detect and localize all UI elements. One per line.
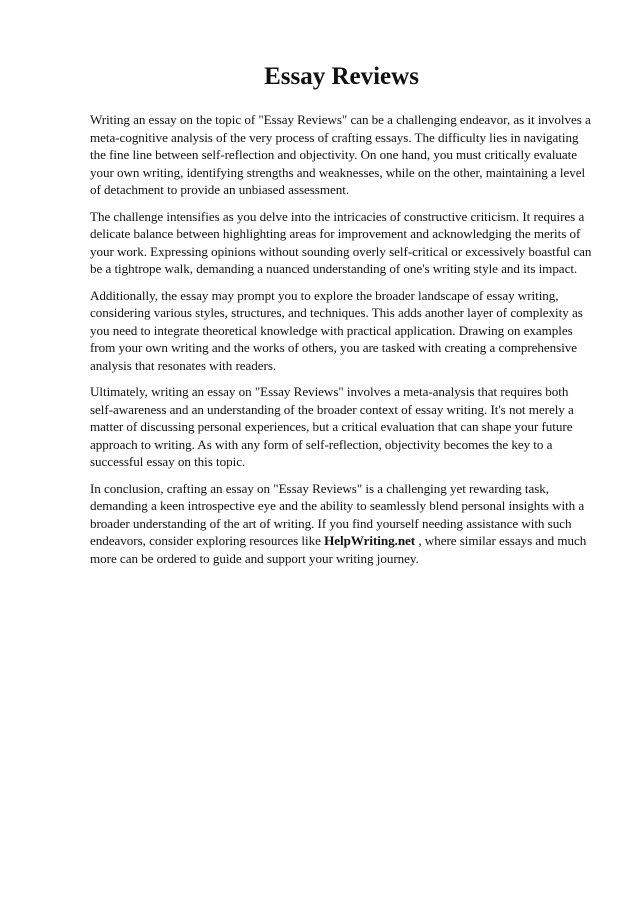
helpwriting-link[interactable]: HelpWriting.net — [324, 533, 416, 548]
document-page — [90, 60, 593, 576]
paragraph-3: Additionally, the essay may prompt you to explore the broader landscape of essay writing, considering various styles, structures, and techniques. This adds another layer of complexity as you need to integrate theoretical knowledge with practical application. Drawing on examples from your own writing and the works of others, you are tasked with creating a comprehensive analysis that resonates with readers. — [90, 287, 583, 373]
paragraph-2: The challenge intensifies as you delve into the intricacies of constructive criticism. It requires a delicate balance between highlighting areas for improvement and acknowledging the merits of your work. Expressing opinions without sounding overly self-critical or excessively boastful can be a tightrope walk, demanding a nuanced understanding of one's writing style and its impact. — [90, 208, 592, 276]
conclusion-text-before-link: In conclusion, crafting an essay on "Essay Reviews" is a challenging yet rewarding task, demanding a keen introspective eye and the ability to seamlessly blend personal insights with a broader understanding of the art of writing. If you find yourself needing assistance with such endeavors, consider exploring resources like — [90, 480, 585, 548]
paragraph-4: Ultimately, writing an essay on "Essay Reviews" involves a meta-analysis that requires both self-awareness and an understanding of the broader context of essay writing. It's not merely a matter of discussing personal experiences, but a critical evaluation that can shape your future approach to writing. As with any form of self-reflection, objectivity becomes the key to a successful essay on this topic. — [90, 384, 574, 469]
conclusion-text-after-link: , where similar essays and much more can be ordered to guide and support your writing journey. — [90, 533, 587, 566]
paragraph-conclusion — [90, 480, 593, 568]
document-title: Essay Reviews — [264, 63, 419, 90]
paragraph-1: Writing an essay on the topic of "Essay Reviews" can be a challenging endeavor, as it involves a meta-cognitive analysis of the very process of crafting essays. The difficulty lies in navigating the fine line between self-reflection and objectivity. On one hand, you must critically evaluate your own writing, identifying strengths and weaknesses, while on the other, maintaining a level of detachment to provide an unbiased assessment. — [90, 112, 591, 197]
